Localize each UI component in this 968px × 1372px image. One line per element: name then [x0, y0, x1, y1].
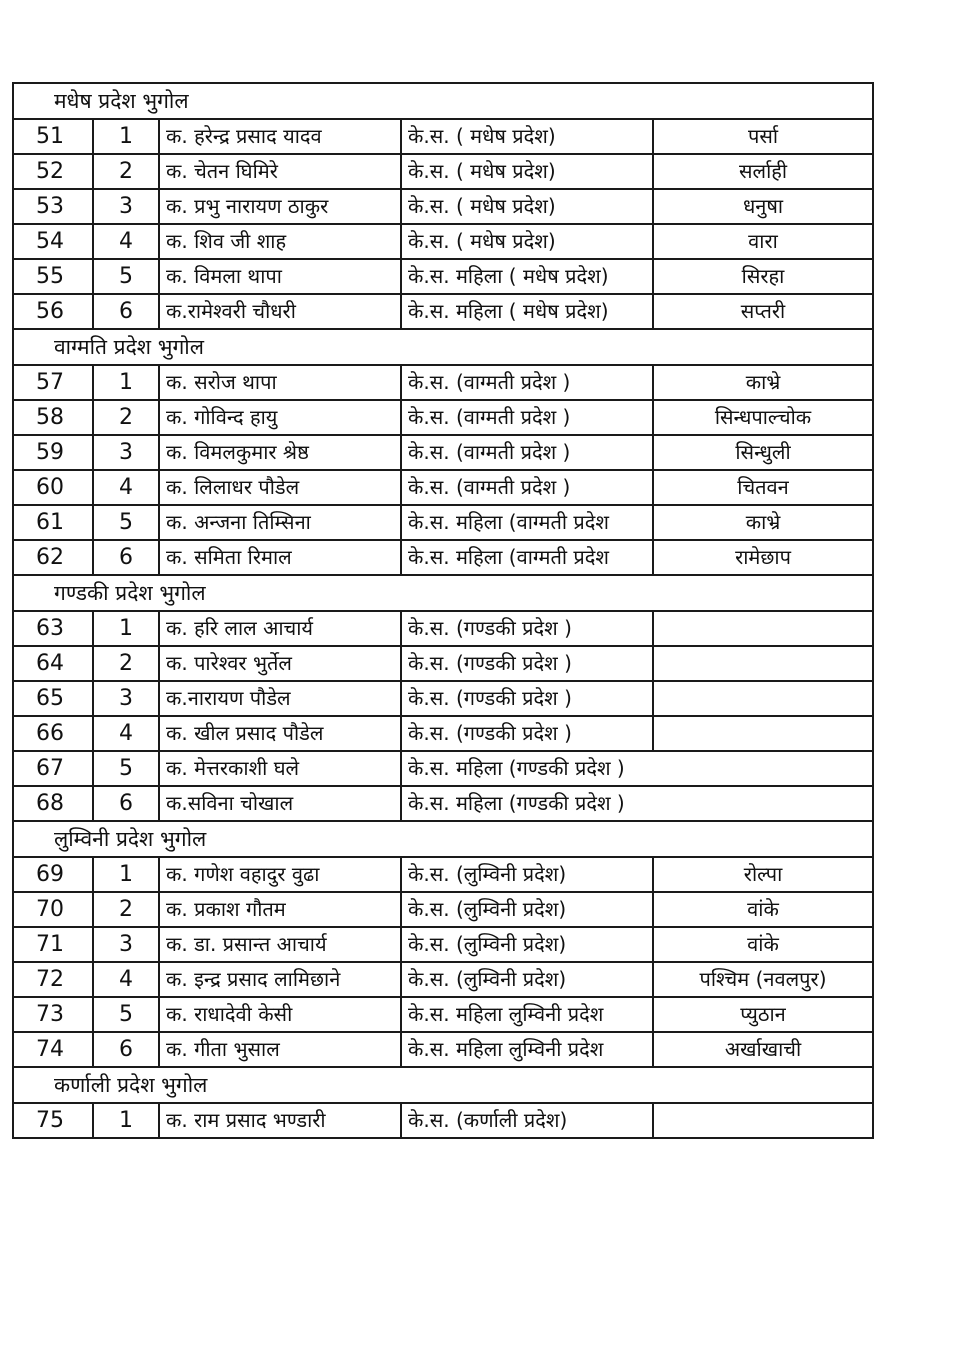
- section-number: 5: [93, 997, 159, 1032]
- member-district: पश्चिम (नवलपुर): [653, 962, 873, 997]
- section-title: लुम्विनी प्रदेश भुगोल: [13, 821, 873, 857]
- table-row: [13, 400, 873, 435]
- serial-number: 65: [13, 681, 93, 716]
- member-name: क. राम प्रसाद भण्डारी: [159, 1103, 401, 1138]
- table-row: [13, 505, 873, 540]
- section-number: 5: [93, 505, 159, 540]
- member-district: प्युठान: [653, 997, 873, 1032]
- member-district: काभ्रे: [653, 505, 873, 540]
- member-district: धनुषा: [653, 189, 873, 224]
- serial-number: 73: [13, 997, 93, 1032]
- serial-number: 55: [13, 259, 93, 294]
- member-position: के.स. महिला (वाग्मती प्रदेश: [401, 505, 653, 540]
- section-number: 6: [93, 786, 159, 821]
- serial-number: 53: [13, 189, 93, 224]
- member-name: क. शिव जी शाह: [159, 224, 401, 259]
- member-position: के.स. (वाग्मती प्रदेश ): [401, 400, 653, 435]
- serial-number: 67: [13, 751, 93, 786]
- section-number: 1: [93, 365, 159, 400]
- section-number: 2: [93, 154, 159, 189]
- serial-number: 74: [13, 1032, 93, 1067]
- serial-number: 59: [13, 435, 93, 470]
- member-position: के.स. महिला ( मधेष प्रदेश): [401, 294, 653, 329]
- table-row: [13, 470, 873, 505]
- member-position: के.स. (गण्डकी प्रदेश ): [401, 681, 653, 716]
- section-number: 3: [93, 681, 159, 716]
- table-row: [13, 997, 873, 1032]
- member-position: के.स. महिला (गण्डकी प्रदेश ): [401, 751, 873, 786]
- member-district: सिरहा: [653, 259, 873, 294]
- member-name: क. चेतन घिमिरे: [159, 154, 401, 189]
- member-district: रोल्पा: [653, 857, 873, 892]
- section-number: 1: [93, 1103, 159, 1138]
- member-position: के.स. महिला (वाग्मती प्रदेश: [401, 540, 653, 575]
- member-district: सप्तरी: [653, 294, 873, 329]
- member-name: क. गीता भुसाल: [159, 1032, 401, 1067]
- section-number: 5: [93, 259, 159, 294]
- member-name: क. डा. प्रसान्त आचार्य: [159, 927, 401, 962]
- member-position: के.स. ( मधेष प्रदेश): [401, 189, 653, 224]
- table-row: [13, 786, 873, 821]
- table-row: [13, 716, 873, 751]
- member-district: चितवन: [653, 470, 873, 505]
- member-position: के.स. (लुम्विनी प्रदेश): [401, 857, 653, 892]
- member-table-body: [13, 83, 873, 1138]
- member-district: वारा: [653, 224, 873, 259]
- member-name: क. गणेश वहादुर वुढा: [159, 857, 401, 892]
- table-row: [13, 962, 873, 997]
- member-district: सिन्धुली: [653, 435, 873, 470]
- member-name: क. सरोज थापा: [159, 365, 401, 400]
- serial-number: 70: [13, 892, 93, 927]
- section-number: 1: [93, 857, 159, 892]
- member-name: क. समिता रिमाल: [159, 540, 401, 575]
- member-name: क.सविना चोखाल: [159, 786, 401, 821]
- section-number: 6: [93, 540, 159, 575]
- table-row: [13, 611, 873, 646]
- member-position: के.स. (गण्डकी प्रदेश ): [401, 646, 653, 681]
- member-name: क. हरेन्द्र प्रसाद यादव: [159, 119, 401, 154]
- member-district: वांके: [653, 927, 873, 962]
- table-row: [13, 365, 873, 400]
- section-number: 3: [93, 927, 159, 962]
- table-row: [13, 259, 873, 294]
- serial-number: 56: [13, 294, 93, 329]
- serial-number: 61: [13, 505, 93, 540]
- section-number: 2: [93, 400, 159, 435]
- serial-number: 57: [13, 365, 93, 400]
- member-name: क. प्रकाश गौतम: [159, 892, 401, 927]
- serial-number: 52: [13, 154, 93, 189]
- member-position: के.स. ( मधेष प्रदेश): [401, 224, 653, 259]
- member-table: [12, 82, 874, 1139]
- member-position: के.स. (वाग्मती प्रदेश ): [401, 365, 653, 400]
- section-number: 1: [93, 611, 159, 646]
- section-title: मधेष प्रदेश भुगोल: [13, 83, 873, 119]
- section-header-row: [13, 575, 873, 611]
- member-position: के.स. महिला लुम्विनी प्रदेश: [401, 997, 653, 1032]
- table-row: [13, 1032, 873, 1067]
- member-district: [653, 681, 873, 716]
- table-row: [13, 435, 873, 470]
- member-position: के.स. महिला लुम्विनी प्रदेश: [401, 1032, 653, 1067]
- member-name: क. विमलकुमार श्रेष्ठ: [159, 435, 401, 470]
- section-number: 1: [93, 119, 159, 154]
- section-number: 2: [93, 892, 159, 927]
- serial-number: 68: [13, 786, 93, 821]
- member-position: के.स. महिला ( मधेष प्रदेश): [401, 259, 653, 294]
- section-number: 3: [93, 435, 159, 470]
- section-number: 5: [93, 751, 159, 786]
- member-district: काभ्रे: [653, 365, 873, 400]
- member-name: क. विमला थापा: [159, 259, 401, 294]
- serial-number: 58: [13, 400, 93, 435]
- member-district: सिन्धपाल्चोक: [653, 400, 873, 435]
- table-row: [13, 892, 873, 927]
- member-district: रामेछाप: [653, 540, 873, 575]
- section-header-row: [13, 1067, 873, 1103]
- member-district: [653, 611, 873, 646]
- table-row: [13, 927, 873, 962]
- section-number: 6: [93, 1032, 159, 1067]
- serial-number: 71: [13, 927, 93, 962]
- section-title: गण्डकी प्रदेश भुगोल: [13, 575, 873, 611]
- member-position: के.स. (लुम्विनी प्रदेश): [401, 962, 653, 997]
- member-name: क. इन्द्र प्रसाद लामिछाने: [159, 962, 401, 997]
- member-district: वांके: [653, 892, 873, 927]
- member-position: के.स. (वाग्मती प्रदेश ): [401, 470, 653, 505]
- member-position: के.स. (लुम्विनी प्रदेश): [401, 892, 653, 927]
- section-number: 6: [93, 294, 159, 329]
- table-row: [13, 294, 873, 329]
- serial-number: 72: [13, 962, 93, 997]
- member-position: के.स. (वाग्मती प्रदेश ): [401, 435, 653, 470]
- member-name: क. अन्जना तिम्सिना: [159, 505, 401, 540]
- section-header-row: [13, 83, 873, 119]
- member-name: क. लिलाधर पौडेल: [159, 470, 401, 505]
- member-name: क. प्रभु नारायण ठाकुर: [159, 189, 401, 224]
- section-number: 4: [93, 716, 159, 751]
- section-number: 3: [93, 189, 159, 224]
- section-number: 4: [93, 962, 159, 997]
- serial-number: 51: [13, 119, 93, 154]
- member-name: क. राधादेवी केसी: [159, 997, 401, 1032]
- member-position: के.स. (गण्डकी प्रदेश ): [401, 716, 653, 751]
- table-row: [13, 751, 873, 786]
- member-name: क. पारेश्वर भुर्तेल: [159, 646, 401, 681]
- member-district: पर्सा: [653, 119, 873, 154]
- member-name: क. खील प्रसाद पौडेल: [159, 716, 401, 751]
- serial-number: 64: [13, 646, 93, 681]
- section-number: 2: [93, 646, 159, 681]
- member-name: क. हरि लाल आचार्य: [159, 611, 401, 646]
- table-row: [13, 189, 873, 224]
- serial-number: 54: [13, 224, 93, 259]
- member-district: [653, 646, 873, 681]
- serial-number: 69: [13, 857, 93, 892]
- member-district: [653, 1103, 873, 1138]
- section-header-row: [13, 329, 873, 365]
- member-position: के.स. (लुम्विनी प्रदेश): [401, 927, 653, 962]
- member-position: के.स. (कर्णाली प्रदेश): [401, 1103, 653, 1138]
- member-name: क. मेत्तरकाशी घले: [159, 751, 401, 786]
- serial-number: 62: [13, 540, 93, 575]
- member-position: के.स. ( मधेष प्रदेश): [401, 119, 653, 154]
- member-district: अर्खाखाची: [653, 1032, 873, 1067]
- section-header-row: [13, 821, 873, 857]
- section-number: 4: [93, 224, 159, 259]
- member-name: क.नारायण पौडेल: [159, 681, 401, 716]
- table-row: [13, 119, 873, 154]
- member-district: [653, 716, 873, 751]
- serial-number: 60: [13, 470, 93, 505]
- section-title: वाग्मति प्रदेश भुगोल: [13, 329, 873, 365]
- table-row: [13, 857, 873, 892]
- member-position: के.स. महिला (गण्डकी प्रदेश ): [401, 786, 873, 821]
- table-row: [13, 646, 873, 681]
- serial-number: 75: [13, 1103, 93, 1138]
- table-row: [13, 154, 873, 189]
- committee-list-document: [12, 82, 872, 1139]
- serial-number: 66: [13, 716, 93, 751]
- section-title: कर्णाली प्रदेश भुगोल: [13, 1067, 873, 1103]
- member-district: सर्लाही: [653, 154, 873, 189]
- table-row: [13, 540, 873, 575]
- table-row: [13, 1103, 873, 1138]
- member-position: के.स. (गण्डकी प्रदेश ): [401, 611, 653, 646]
- member-name: क.रामेश्वरी चौधरी: [159, 294, 401, 329]
- member-name: क. गोविन्द हायु: [159, 400, 401, 435]
- table-row: [13, 681, 873, 716]
- member-position: के.स. ( मधेष प्रदेश): [401, 154, 653, 189]
- serial-number: 63: [13, 611, 93, 646]
- table-row: [13, 224, 873, 259]
- section-number: 4: [93, 470, 159, 505]
